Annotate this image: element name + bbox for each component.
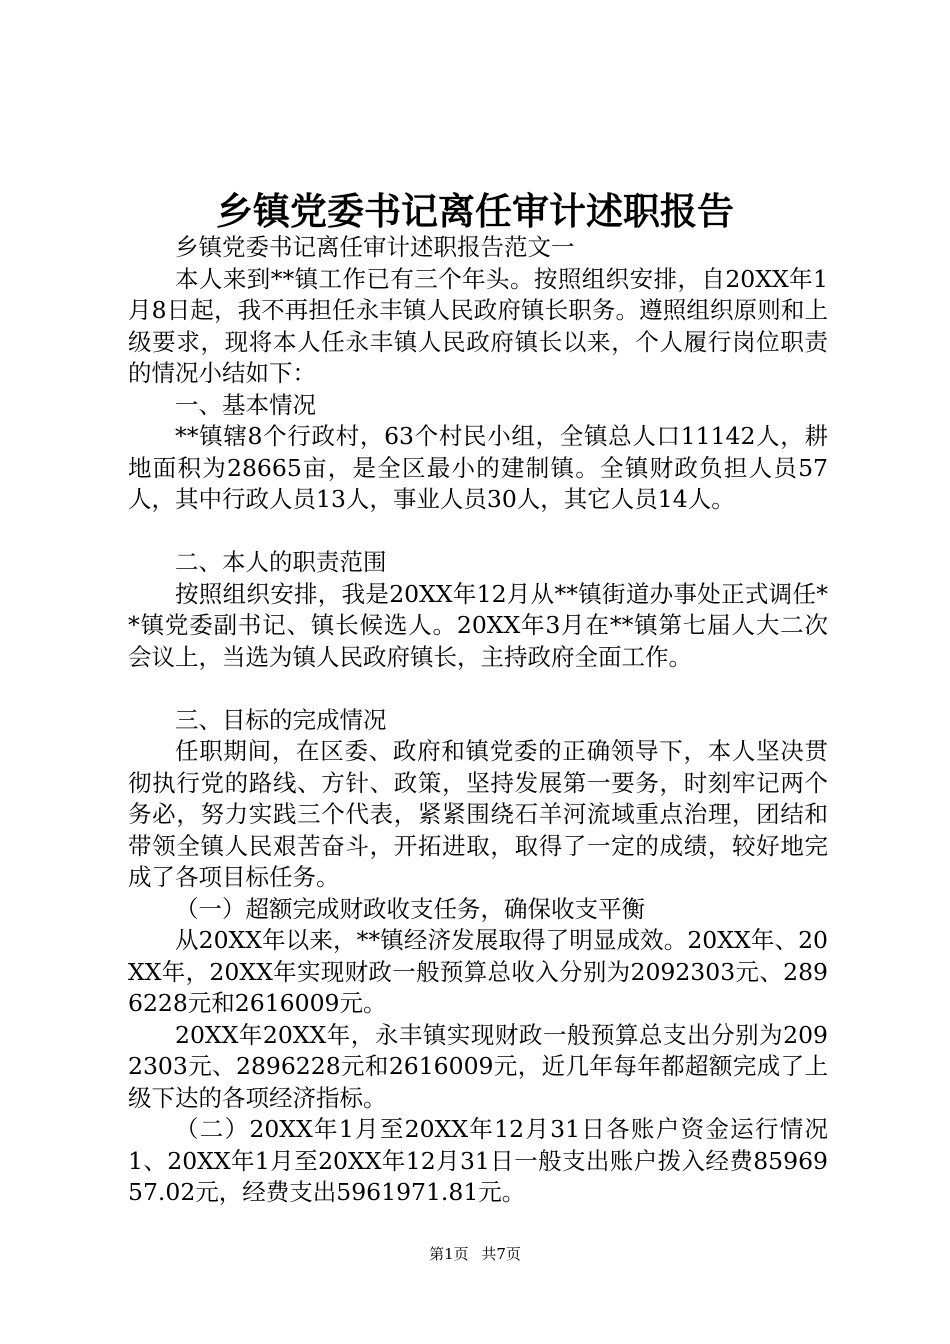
paragraph-duties: 按照组织安排，我是20XX年12月从**镇街道办事处正式调任**镇党委副书记、镇长候选人。20XX年3月在**镇第七届人大二次会议上，当选为镇人民政府镇长，主持政府全面工作。	[128, 579, 828, 671]
paragraph-expenditure: 20XX年20XX年，永丰镇实现财政一般预算总支出分别为2092303元、2896228元和2616009元，近几年每年都超额完成了上级下达的各项经济指标。	[128, 1020, 828, 1112]
paragraph-goals: 任职期间，在区委、政府和镇党委的正确领导下，本人坚决贯彻执行党的路线、方针、政策，坚持发展第一要务，时刻牢记两个务必，努力实践三个代表，紧紧围绕石羊河流域重点治理，团结和带领全镇人民艰苦奋斗，开拓进取，取得了一定的成绩，较好地完成了各项目标任务。	[128, 737, 828, 891]
section-heading-duties: 二、本人的职责范围	[175, 548, 387, 576]
paragraph-accounts: （二）20XX年1月至20XX年12月31日各账户资金运行情况1、20XX年1月至20XX年12月31日一般支出账户拨入经费8596957.02元，经费支出5961971.81元。	[128, 1115, 828, 1206]
section-heading-goals: 三、目标的完成情况	[175, 705, 387, 734]
page-number-current: 第1页	[429, 1245, 469, 1263]
page-number-total: 共7页	[481, 1245, 521, 1263]
document-body	[128, 232, 828, 1209]
paragraph-intro: 本人来到**镇工作已有三个年头。按照组织安排，自20XX年1月8日起，我不再担任永丰镇人民政府镇长职务。遵照组织原则和上级要求，现将本人任永丰镇人民政府镇长以来，个人履行岗位职责的情况小结如下：	[128, 264, 828, 387]
paragraph-subtitle: 乡镇党委书记离任审计述职报告范文一	[175, 233, 575, 261]
paragraph-basic-info: **镇辖8个行政村，63个村民小组，全镇总人口11142人，耕地面积为28665亩，是全区最小的建制镇。全镇财政负担人员57人，其中行政人员13人，事业人员30人，其它人员14人。	[128, 422, 828, 513]
subsection-heading-finance: （一）超额完成财政收支任务，确保收支平衡	[175, 894, 645, 923]
section-heading-basic: 一、基本情况	[175, 390, 316, 419]
page-footer	[0, 1244, 950, 1264]
paragraph-revenue: 从20XX年以来，**镇经济发展取得了明显成效。20XX年、20XX年，20XX年实现财政一般预算总收入分别为2092303元、2896228元和2616009元。	[128, 926, 828, 1017]
document-title: 乡镇党委书记离任审计述职报告	[216, 189, 734, 233]
